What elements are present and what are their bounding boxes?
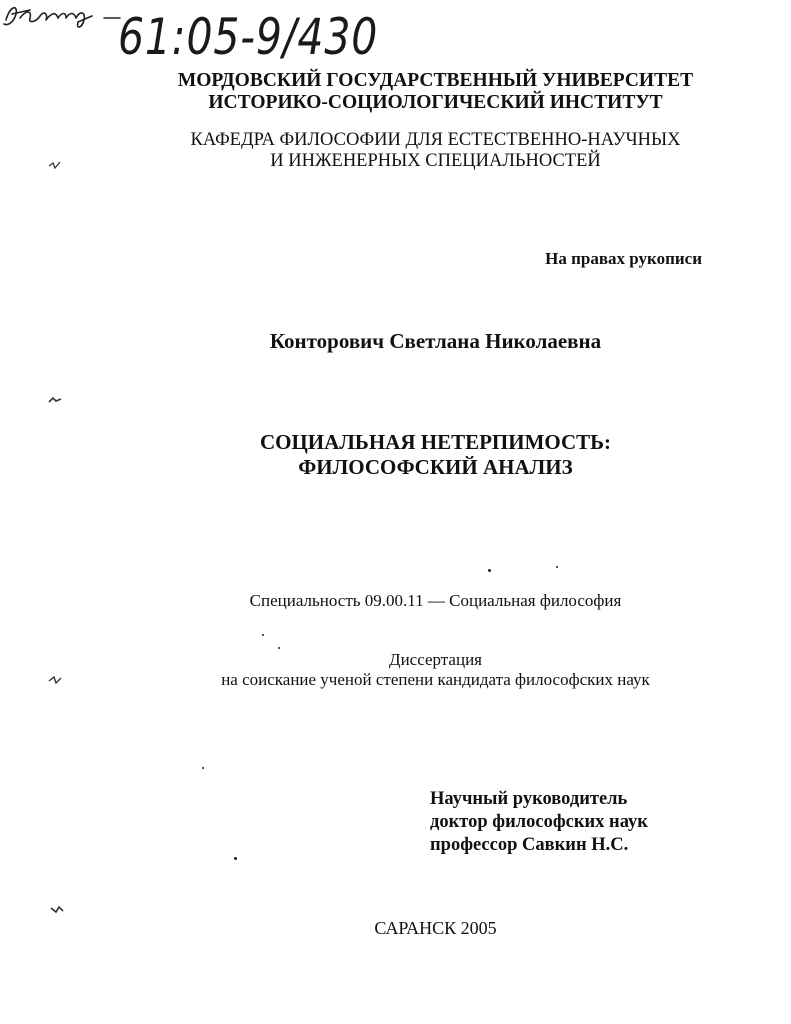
title-line-2: ФИЛОСОФСКИЙ АНАЛИЗ [298, 455, 573, 479]
speciality-line: Специальность 09.00.11 — Социальная философия [249, 591, 622, 610]
thesis-line-1: Диссертация [388, 650, 482, 669]
scan-speck [202, 767, 204, 769]
university-header [0, 70, 791, 114]
supervisor-block [430, 788, 648, 857]
scan-mark [50, 905, 64, 915]
city-year: САРАНСК 2005 [374, 918, 497, 938]
department-block [0, 130, 791, 172]
supervisor-line-3: профессор Савкин Н.С. [430, 835, 629, 855]
department-line-1: КАФЕДРА ФИЛОСОФИИ ДЛЯ ЕСТЕСТВЕННО-НАУЧНЫХ [190, 130, 681, 150]
thesis-description [0, 650, 791, 690]
author-name: Конторович Светлана Николаевна [269, 329, 602, 353]
university-name: МОРДОВСКИЙ ГОСУДАРСТВЕННЫЙ УНИВЕРСИТЕТ [177, 70, 694, 91]
scan-speck [278, 647, 280, 649]
rights-note: На правах рукописи [545, 249, 702, 268]
dissertation-title [0, 430, 791, 480]
signature [0, 0, 125, 32]
supervisor-line-2: доктор философских наук [430, 812, 648, 832]
scan-mark [48, 675, 62, 685]
supervisor-line-1: Научный руководитель [430, 789, 628, 809]
department-line-2: И ИНЖЕНЕРНЫХ СПЕЦИАЛЬНОСТЕЙ [270, 151, 601, 171]
scan-speck [556, 566, 558, 568]
scan-mark [48, 395, 62, 405]
archive-number-handwritten: 61:05-9/430 [118, 8, 379, 66]
institute-name: ИСТОРИКО-СОЦИОЛОГИЧЕСКИЙ ИНСТИТУТ [208, 92, 663, 113]
scan-speck [262, 634, 264, 636]
scan-speck [488, 569, 491, 572]
thesis-line-2: на соискание ученой степени кандидата философских наук [221, 670, 650, 689]
scan-speck [234, 857, 237, 860]
scan-mark [48, 160, 62, 170]
title-line-1: СОЦИАЛЬНАЯ НЕТЕРПИМОСТЬ: [259, 430, 612, 454]
